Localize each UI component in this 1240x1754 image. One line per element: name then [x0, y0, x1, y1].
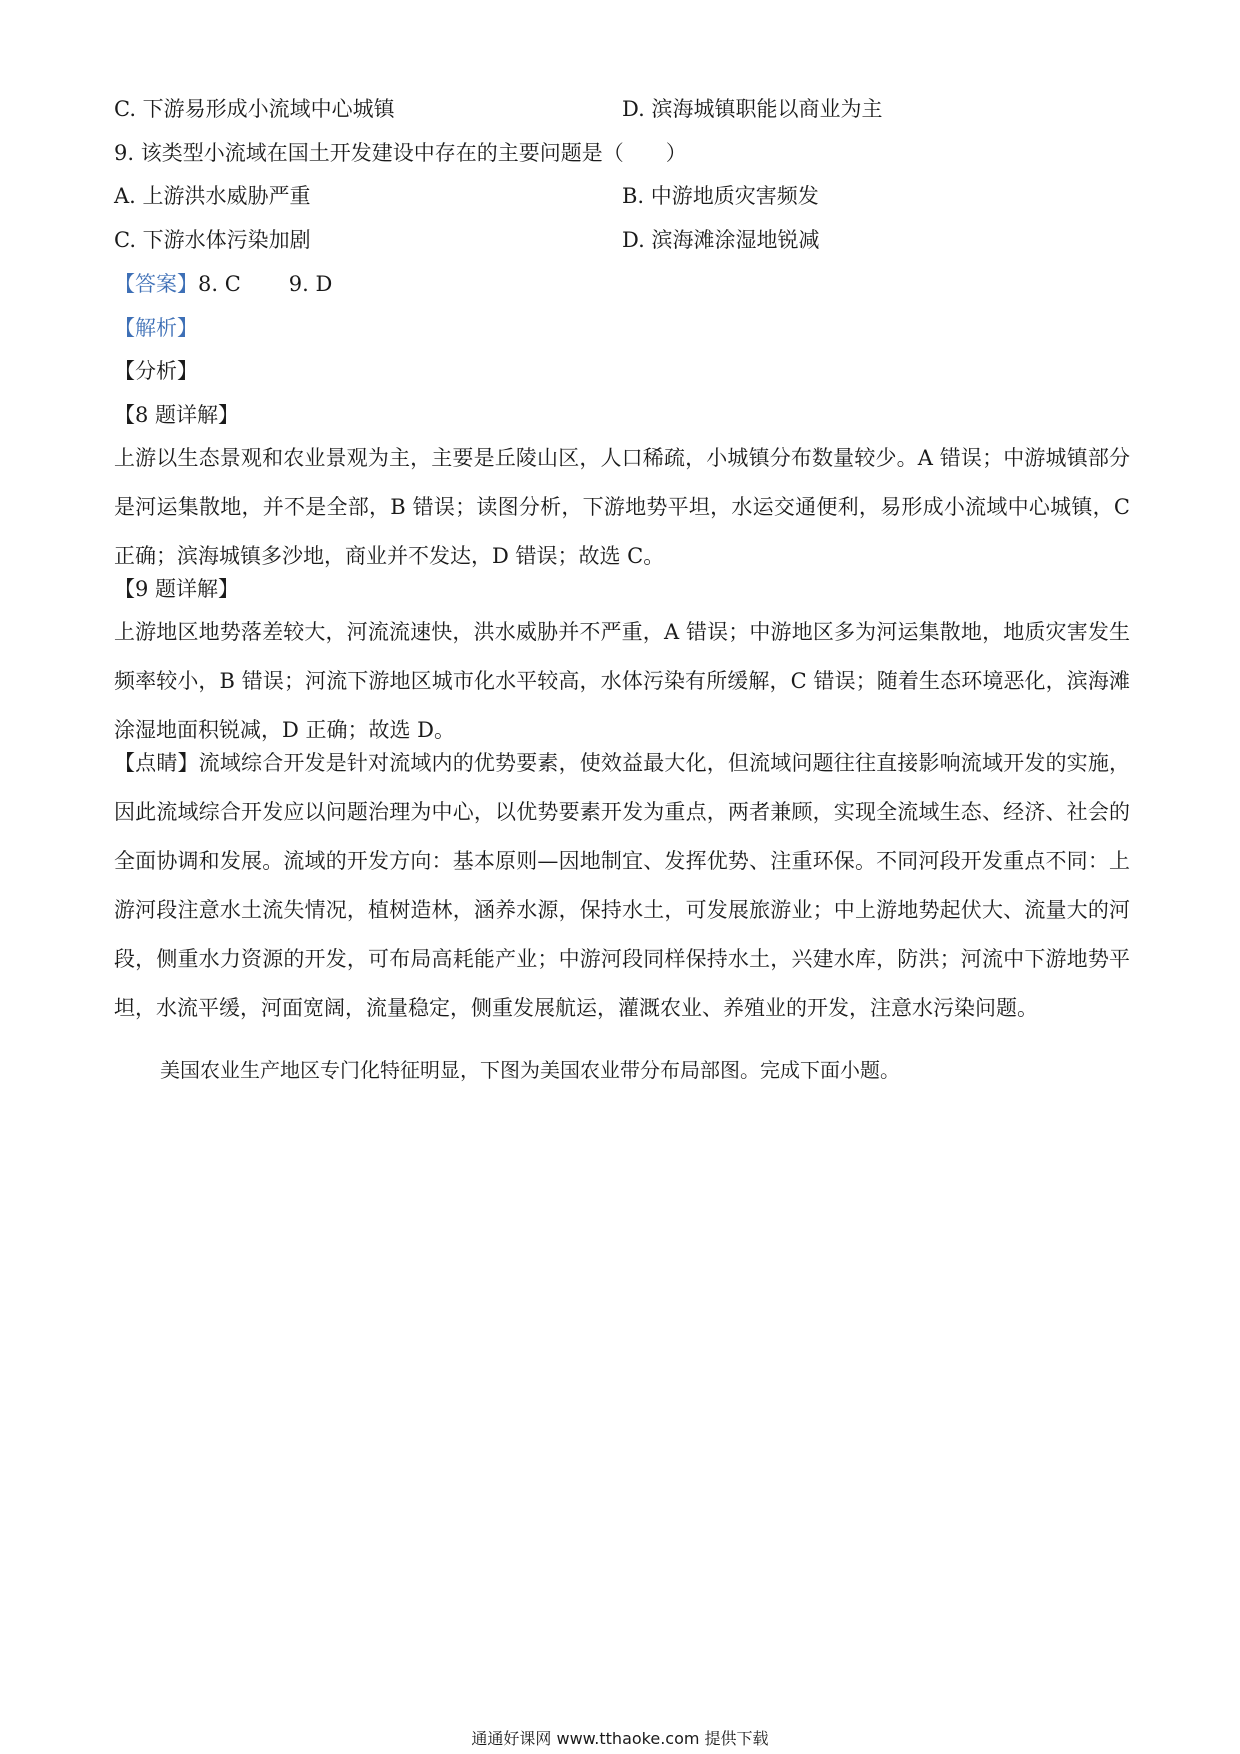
q9-option-d: D. 滨海滩涂湿地锐减 — [622, 228, 820, 252]
q8-detail-heading: 【8 题详解】 — [114, 403, 240, 427]
q9-detail-text: 上游地区地势落差较大，河流流速快，洪水威胁并不严重，A 错误；中游地区多为河运集散地，地质灾害发生频率较小，B 错误；河流下游地区城市化水平较高，水体污染有所缓解，C 错误；随着生态环境恶化，滨海滩涂湿地面积锐减，D 正确；故选 D。 — [114, 620, 1130, 742]
q8-detail-text: 上游以生态景观和农业景观为主，主要是丘陵山区，人口稀疏，小城镇分布数量较少。A 错误；中游城镇部分是河运集散地，并不是全部，B 错误；读图分析，下游地势平坦，水运交通便利，易形成小流域中心城镇，C 正确；滨海城镇多沙地，商业并不发达，D 错误；故选 C。 — [114, 446, 1130, 568]
q9-option-b: B. 中游地质灾害频发 — [622, 184, 819, 208]
page-footer: 通通好课网 www.tthaoke.com 提供下载 — [471, 1729, 769, 1748]
q9-option-a: A. 上游洪水威胁严重 — [114, 184, 311, 208]
answer-line — [114, 270, 332, 298]
dianjing-text: 【点睛】流域综合开发是针对流域内的优势要素，使效益最大化，但流域问题往往直接影响流域开发的实施，因此流域综合开发应以问题治理为中心，以优势要素开发为重点，两者兼顾，实现全流域生态、经济、社会的全面协调和发展。流域的开发方向：基本原则—因地制宜、发挥优势、注重环保。不同河段开发重点不同：上游河段注意水土流失情况，植树造林，涵养水源，保持水土，可发展旅游业；中上游地势起伏大、流量大的河段，侧重水力资源的开发，可布局高耗能产业；中游河段同样保持水土，兴建水库，防洪；河流中下游地势平坦，水流平缓，河面宽阔，流量稳定，侧重发展航运，灌溉农业、养殖业的开发，注意水污染问题。 — [114, 751, 1130, 1020]
q9-detail-heading: 【9 题详解】 — [114, 577, 240, 601]
answer-q8: 8. C — [198, 272, 241, 296]
analysis-label: 【解析】 — [114, 316, 198, 340]
q9-option-c: C. 下游水体污染加剧 — [114, 228, 311, 252]
answer-q9: 9. D — [288, 272, 333, 296]
q9-stem: 9. 该类型小流域在国土开发建设中存在的主要问题是（ ） — [114, 141, 687, 165]
answer-label: 【答案】 — [114, 272, 198, 296]
next-question-intro: 美国农业生产地区专门化特征明显，下图为美国农业带分布局部图。完成下面小题。 — [160, 1058, 900, 1082]
q8-option-d: D. 滨海城镇职能以商业为主 — [622, 97, 883, 121]
fenxi-heading: 【分析】 — [114, 359, 198, 383]
q8-option-c: C. 下游易形成小流域中心城镇 — [114, 97, 395, 121]
